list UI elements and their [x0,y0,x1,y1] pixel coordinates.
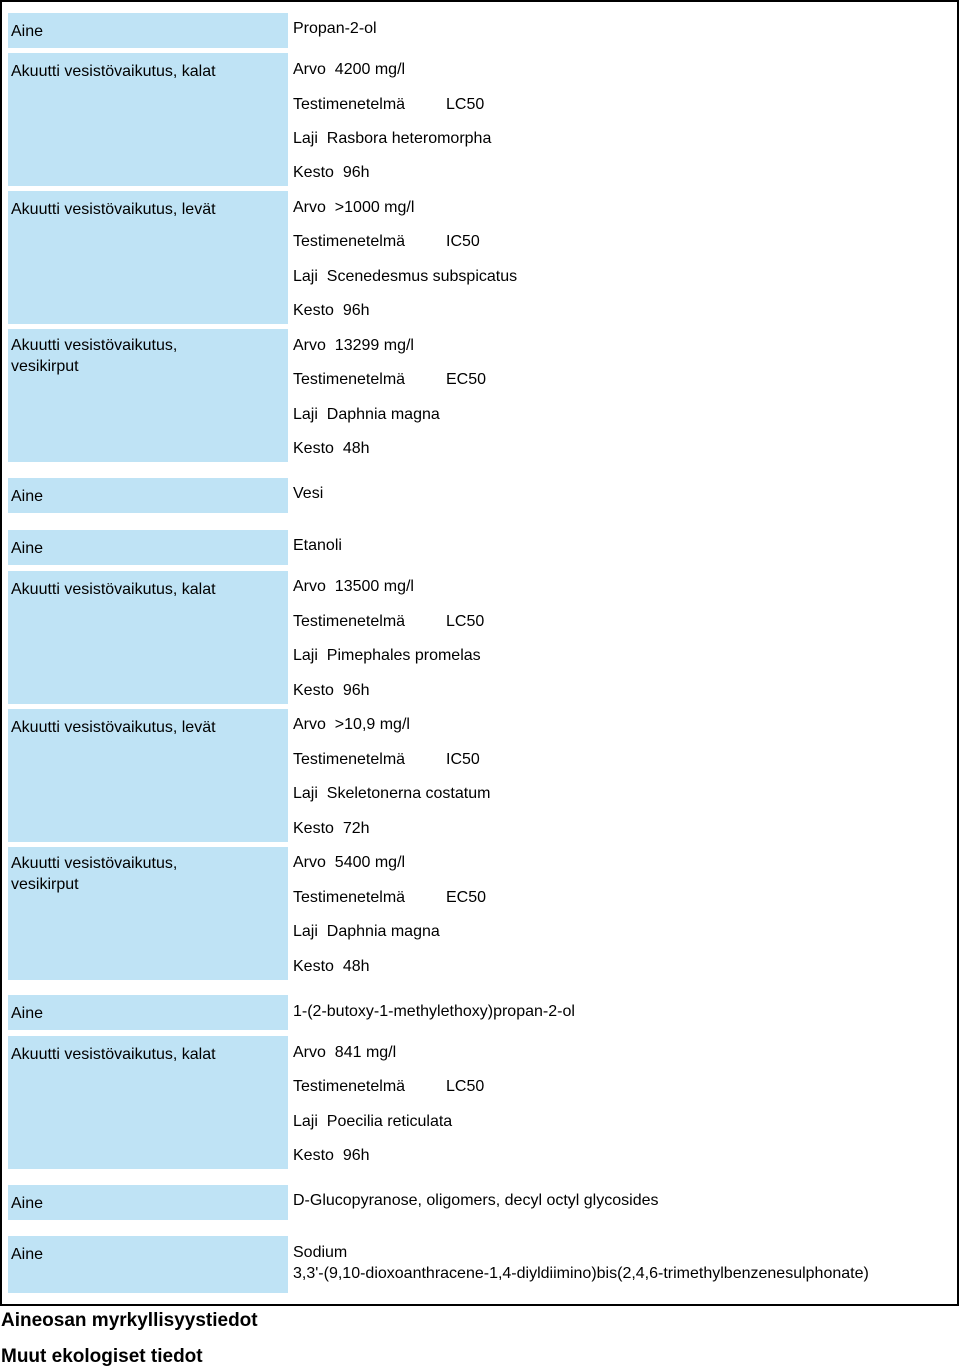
aine-label [8,995,288,1030]
laji-row [293,266,517,287]
testimenetelma-row [293,611,485,632]
kesto-key: Kesto [293,164,334,181]
laji-row [293,404,440,425]
testimenetelma-value: LC50 [446,613,485,630]
label-text: Aine [11,23,44,40]
section-heading-toxicity: Aineosan myrkyllisyystiedot [1,1310,258,1331]
kesto-key: Kesto [293,440,334,457]
laji-value: Pimephales promelas [326,647,481,664]
aine-label [8,530,288,565]
laji-key: Laji [293,923,318,940]
substance-name-line-2: 3,3'-(9,10-dioxoanthracene-1,4-diyldiimino)bis(2,4,6-trimethylbenzenesulphonate) [293,1265,869,1282]
arvo-key: Arvo [293,337,326,354]
substance-name: 1-(2-butoxy-1-methylethoxy)propan-2-ol [293,1003,575,1020]
aine-label [8,13,288,48]
arvo-row [293,576,414,597]
kesto-row [293,300,370,321]
kesto-value: 96h [342,164,370,181]
testimenetelma-key: Testimenetelmä [293,751,406,768]
label-text: Aine [11,1246,44,1263]
testimenetelma-row [293,231,480,252]
testimenetelma-value: IC50 [446,751,480,768]
testimenetelma-key: Testimenetelmä [293,889,406,906]
kesto-key: Kesto [293,302,334,319]
kesto-row [293,438,370,459]
label-line-1: Akuutti vesistövaikutus, [11,337,178,354]
kesto-value: 72h [342,820,370,837]
laji-key: Laji [293,406,318,423]
testimenetelma-key: Testimenetelmä [293,1078,406,1095]
laji-key: Laji [293,647,318,664]
testimenetelma-key: Testimenetelmä [293,613,406,630]
laji-value: Skeletonerna costatum [326,785,491,802]
laji-key: Laji [293,268,318,285]
label-text [11,335,271,377]
testimenetelma-row [293,94,485,115]
arvo-key: Arvo [293,854,326,871]
kesto-key: Kesto [293,958,334,975]
arvo-value: 13500 mg/l [334,578,414,595]
aine-label [8,1185,288,1220]
label-text: Akuutti vesistövaikutus, kalat [11,581,216,598]
label-text: Akuutti vesistövaikutus, levät [11,719,216,736]
testimenetelma-value: EC50 [446,889,487,906]
label-line-1: Akuutti vesistövaikutus, [11,855,178,872]
substance-name: Etanoli [293,537,342,554]
vesikirput-label [8,329,288,462]
kesto-row [293,680,370,701]
arvo-row [293,59,405,80]
laji-value: Poecilia reticulata [326,1113,453,1130]
kesto-value: 48h [342,958,370,975]
label-text: Akuutti vesistövaikutus, levät [11,201,216,218]
arvo-key: Arvo [293,199,326,216]
testimenetelma-row [293,1076,485,1097]
laji-value: Scenedesmus subspicatus [326,268,518,285]
arvo-value: 13299 mg/l [334,337,414,354]
arvo-key: Arvo [293,578,326,595]
arvo-key: Arvo [293,61,326,78]
label-text: Akuutti vesistövaikutus, kalat [11,1046,216,1063]
levat-label [8,191,288,324]
kesto-value: 96h [342,302,370,319]
kesto-key: Kesto [293,1147,334,1164]
arvo-row [293,335,414,356]
arvo-key: Arvo [293,716,326,733]
label-text: Aine [11,540,44,557]
arvo-value: 5400 mg/l [334,854,406,871]
arvo-row [293,714,410,735]
testimenetelma-row [293,369,487,390]
kesto-row [293,162,370,183]
kalat-label [8,571,288,704]
aine-label [8,1236,288,1293]
laji-key: Laji [293,785,318,802]
kesto-row [293,1145,370,1166]
kesto-value: 96h [342,682,370,699]
label-text: Akuutti vesistövaikutus, kalat [11,63,216,80]
label-text [11,853,271,895]
section-heading-other-ecological: Muut ekologiset tiedot [1,1346,203,1367]
kesto-row [293,956,370,977]
arvo-value: >1000 mg/l [334,199,415,216]
laji-row [293,645,481,666]
testimenetelma-value: LC50 [446,96,485,113]
kesto-row [293,818,370,839]
testimenetelma-value: EC50 [446,371,487,388]
arvo-value: >10,9 mg/l [334,716,410,733]
laji-value: Daphnia magna [326,406,440,423]
vesikirput-label [8,847,288,980]
arvo-key: Arvo [293,1044,326,1061]
laji-row [293,1111,452,1132]
testimenetelma-value: IC50 [446,233,480,250]
substance-name: Propan-2-ol [293,20,377,37]
laji-row [293,921,440,942]
levat-label [8,709,288,842]
label-line-2: vesikirput [11,358,79,375]
substance-name: D-Glucopyranose, oligomers, decyl octyl glycosides [293,1192,659,1209]
laji-value: Rasbora heteromorpha [326,130,492,147]
laji-key: Laji [293,130,318,147]
kesto-value: 96h [342,1147,370,1164]
laji-value: Daphnia magna [326,923,440,940]
kesto-value: 48h [342,440,370,457]
label-text: Aine [11,1195,44,1212]
testimenetelma-row [293,887,487,908]
testimenetelma-value: LC50 [446,1078,485,1095]
arvo-value: 4200 mg/l [334,61,406,78]
aine-label [8,478,288,513]
substance-name-line-1: Sodium [293,1244,348,1261]
laji-key: Laji [293,1113,318,1130]
label-text: Aine [11,1005,44,1022]
arvo-value: 841 mg/l [334,1044,397,1061]
laji-row [293,128,491,149]
kesto-key: Kesto [293,820,334,837]
testimenetelma-row [293,749,480,770]
kesto-key: Kesto [293,682,334,699]
testimenetelma-key: Testimenetelmä [293,233,406,250]
testimenetelma-key: Testimenetelmä [293,371,406,388]
laji-row [293,783,490,804]
label-text: Aine [11,488,44,505]
label-line-2: vesikirput [11,876,79,893]
testimenetelma-key: Testimenetelmä [293,96,406,113]
kalat-label [8,53,288,186]
arvo-row [293,1042,396,1063]
kalat-label [8,1036,288,1169]
arvo-row [293,197,414,218]
arvo-row [293,852,405,873]
substance-name: Vesi [293,485,324,502]
